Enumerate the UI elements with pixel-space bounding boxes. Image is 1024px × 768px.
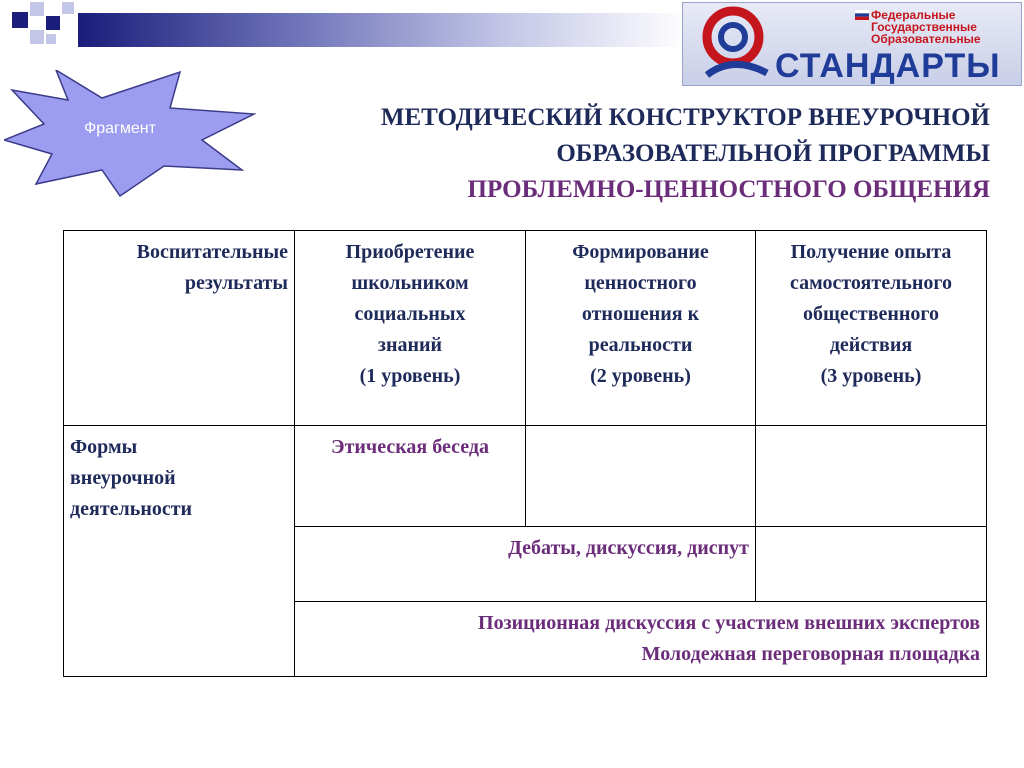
cell-text: Молодежная переговорная площадка xyxy=(641,643,980,665)
activity-debates: Дебаты, дискуссия, диспут xyxy=(295,527,756,602)
fragment-label: Фрагмент xyxy=(84,120,156,137)
cell-text: (3 уровень) xyxy=(820,365,922,387)
table-header-row xyxy=(64,231,987,426)
empty-cell xyxy=(756,527,987,602)
cell-text: Формирование xyxy=(572,241,709,263)
header-cell-results xyxy=(64,231,295,426)
cell-text: реальности xyxy=(588,334,693,356)
empty-cell xyxy=(756,426,987,527)
header-cell-level-1 xyxy=(295,231,526,426)
logo-line: Образовательные xyxy=(871,32,981,46)
cell-text: общественного xyxy=(802,303,939,325)
header-gradient-band xyxy=(78,13,688,47)
table-row xyxy=(64,426,987,527)
page-title xyxy=(381,100,990,208)
title-line: ПРОБЛЕМНО-ЦЕННОСТНОГО ОБЩЕНИЯ xyxy=(467,176,990,203)
cell-text: самостоятельного xyxy=(790,272,952,294)
cell-text: Формы xyxy=(70,436,138,458)
cell-text: внеурочной xyxy=(70,467,176,489)
fgos-logo xyxy=(682,2,1022,86)
cell-text: знаний xyxy=(377,334,443,356)
forms-label-cell xyxy=(64,426,295,677)
cell-text: (1 уровень) xyxy=(359,365,461,387)
activity-ethical-talk: Этическая беседа xyxy=(295,426,526,527)
russian-flag-icon xyxy=(855,10,869,20)
title-line: ОБРАЗОВАТЕЛЬНОЙ ПРОГРАММЫ xyxy=(556,140,990,167)
logo-wordmark: СТАНДАРТЫ xyxy=(775,47,1001,85)
cell-text: Позиционная дискуссия с участием внешних экспертов xyxy=(478,612,980,634)
cell-text: результаты xyxy=(184,272,288,294)
cell-text: ценностного xyxy=(584,272,697,294)
cell-text: Получение опыта xyxy=(790,241,952,263)
logo-line: Федеральные xyxy=(871,8,956,22)
cell-text: (2 уровень) xyxy=(590,365,691,387)
cell-text: Воспитательные xyxy=(136,241,288,263)
header-cell-level-3 xyxy=(756,231,987,426)
constructor-table xyxy=(63,230,987,677)
cell-text: деятельности xyxy=(70,498,193,520)
logo-line: Государственные xyxy=(871,20,977,34)
title-line: МЕТОДИЧЕСКИЙ КОНСТРУКТОР ВНЕУРОЧНОЙ xyxy=(380,104,990,131)
activity-positional-discussion xyxy=(295,602,987,677)
cell-text: школьником xyxy=(351,272,469,294)
cell-text: отношения к xyxy=(581,303,700,325)
empty-cell xyxy=(526,426,756,527)
logo-caption xyxy=(871,9,981,45)
cell-text: действия xyxy=(829,334,913,356)
cell-text: Приобретение xyxy=(345,241,475,263)
cell-text: социальных xyxy=(354,303,466,325)
header-cell-level-2 xyxy=(526,231,756,426)
logo-emblem-icon xyxy=(687,3,779,87)
